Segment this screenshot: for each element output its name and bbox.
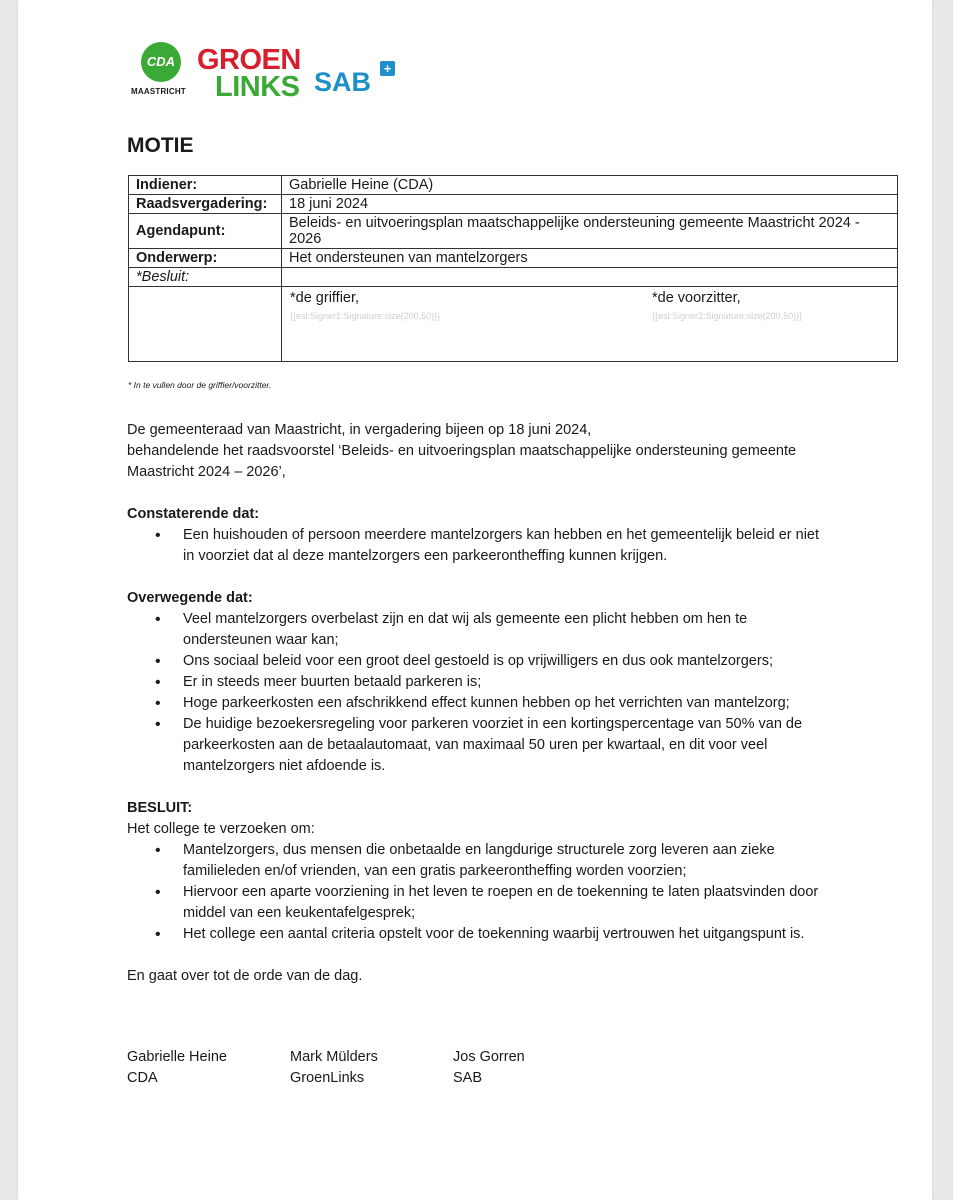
document-title: MOTIE bbox=[127, 134, 194, 157]
list-item: • Hiervoor een aparte voorziening in het leven te roepen en de toekenning te laten plaatsvinden door middel van een keukentafelgesprek; bbox=[127, 882, 827, 924]
onderwerp-label: Onderwerp: bbox=[129, 249, 282, 268]
cda-logo-city: MAASTRICHT bbox=[131, 87, 186, 96]
intro-line-1: De gemeenteraad van Maastricht, in vergadering bijeen op 18 juni 2024, bbox=[127, 422, 592, 438]
list-item: • Er in steeds meer buurten betaald parkeren is; bbox=[127, 672, 827, 693]
table-footnote: * In te vullen door de griffier/voorzitter. bbox=[128, 380, 272, 390]
intro-line-2: behandelende het raadsvoorstel ‘Beleids- en uitvoeringsplan maatschappelijke ondersteuning gemeente Maastricht 2024 – 2026’, bbox=[127, 443, 797, 480]
griffier-signature-placeholder: {{esl:Signer1:Signature:size(200,50)}} bbox=[290, 311, 441, 321]
sab-logo: SAB bbox=[314, 67, 372, 97]
besluit-heading: BESLUIT: bbox=[127, 800, 193, 816]
signature-cell bbox=[282, 287, 898, 362]
griffier-label: *de griffier, bbox=[290, 290, 360, 306]
signer-party: SAB bbox=[453, 1070, 483, 1086]
raadsvergadering-value: 18 juni 2024 bbox=[282, 195, 898, 214]
signer-name: Gabrielle Heine bbox=[127, 1049, 227, 1065]
motion-info-table bbox=[128, 175, 898, 362]
voorzitter-signature-placeholder: {{esl:Signer2:Signature:size(200,50)}} bbox=[652, 311, 803, 321]
list-item: • Hoge parkeerkosten een afschrikkend effect kunnen hebben op het verrichten van mantelzorg; bbox=[127, 693, 827, 714]
signer-3 bbox=[453, 1047, 613, 1089]
signer-2 bbox=[290, 1047, 450, 1089]
indiener-value: Gabrielle Heine (CDA) bbox=[282, 176, 898, 195]
table-row bbox=[129, 214, 898, 249]
signer-name: Jos Gorren bbox=[453, 1049, 525, 1065]
constaterende-heading: Constaterende dat: bbox=[127, 506, 260, 522]
overwegende-list bbox=[127, 609, 827, 777]
list-item: • De huidige bezoekersregeling voor parkeren voorziet in een kortingspercentage van 50% van de parkeerkosten aan de betaalautomaat, van maximaal 50 uren per kwartaal, en dit voor veel mantelzorgers niet afdoende is. bbox=[127, 714, 827, 777]
besluit-value bbox=[282, 268, 898, 287]
table-row bbox=[129, 249, 898, 268]
groenlinks-logo-top: GROEN bbox=[197, 44, 301, 76]
list-item: • Veel mantelzorgers overbelast zijn en dat wij als gemeente een plicht hebben om hen te ondersteunen waar kan; bbox=[127, 609, 827, 651]
signature-empty-cell bbox=[129, 287, 282, 362]
closing-line: En gaat over tot de orde van de dag. bbox=[127, 968, 363, 984]
voorzitter-label: *de voorzitter, bbox=[652, 290, 741, 306]
agendapunt-label: Agendapunt: bbox=[129, 214, 282, 249]
besluit-list bbox=[127, 840, 827, 945]
list-item: • Het college een aantal criteria opstelt voor de toekenning waarbij vertrouwen het uitgangspunt is. bbox=[127, 924, 827, 945]
signer-1 bbox=[127, 1047, 287, 1089]
party-logos bbox=[131, 42, 431, 102]
motion-body bbox=[127, 420, 827, 987]
raadsvergadering-label: Raadsvergadering: bbox=[129, 195, 282, 214]
cda-logo: CDA bbox=[141, 42, 181, 82]
list-item: • Een huishouden of persoon meerdere mantelzorgers kan hebben en het gemeentelijk beleid er niet in voorziet dat al deze mantelzorgers een parkeerontheffing kunnen krijgen. bbox=[127, 525, 827, 567]
list-item: • Ons sociaal beleid voor een groot deel gestoeld is op vrijwilligers en dus ook mantelzorgers; bbox=[127, 651, 827, 672]
sab-plus-icon: + bbox=[380, 61, 395, 76]
overwegende-heading: Overwegende dat: bbox=[127, 590, 253, 606]
table-row bbox=[129, 195, 898, 214]
signer-party: GroenLinks bbox=[290, 1070, 365, 1086]
signer-party: CDA bbox=[127, 1070, 158, 1086]
onderwerp-value: Het ondersteunen van mantelzorgers bbox=[282, 249, 898, 268]
table-row bbox=[129, 176, 898, 195]
groenlinks-logo-bottom: LINKS bbox=[215, 71, 300, 103]
agendapunt-value: Beleids- en uitvoeringsplan maatschappelijke ondersteuning gemeente Maastricht 2024 - 2026 bbox=[282, 214, 898, 249]
signature-row bbox=[129, 287, 898, 362]
indiener-label: Indiener: bbox=[129, 176, 282, 195]
document-page bbox=[18, 0, 932, 1200]
besluit-lead: Het college te verzoeken om: bbox=[127, 821, 315, 837]
table-row bbox=[129, 268, 898, 287]
constaterende-list bbox=[127, 525, 827, 567]
besluit-label: *Besluit: bbox=[129, 268, 282, 287]
list-item: • Mantelzorgers, dus mensen die onbetaalde en langdurige structurele zorg leveren aan zieke familieleden en/of vrienden, van een gratis parkeerontheffing worden voorzien; bbox=[127, 840, 827, 882]
signer-name: Mark Mülders bbox=[290, 1049, 378, 1065]
